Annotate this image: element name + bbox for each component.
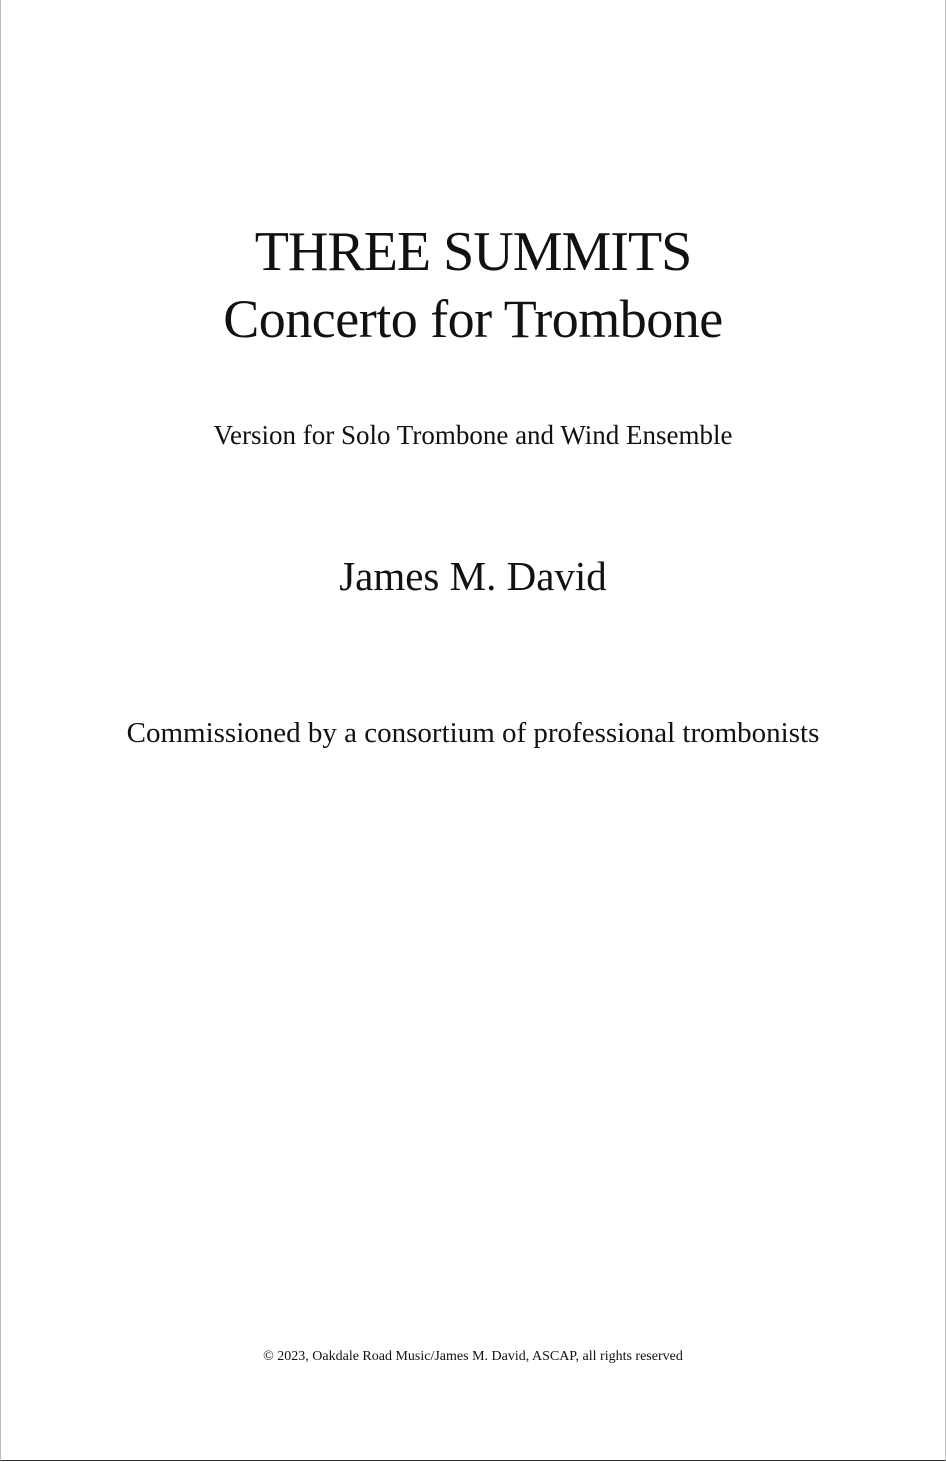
copyright-notice: © 2023, Oakdale Road Music/James M. David, ASCAP, all rights reserved	[263, 1349, 683, 1364]
version-note: Version for Solo Trombone and Wind Ensemble	[213, 420, 733, 450]
work-subtitle: Concerto for Trombone	[223, 289, 723, 349]
work-title: THREE SUMMITS	[254, 221, 692, 283]
composer-name: James M. David	[339, 553, 607, 599]
commission-note: Commissioned by a consortium of professional trombonists	[126, 717, 820, 749]
